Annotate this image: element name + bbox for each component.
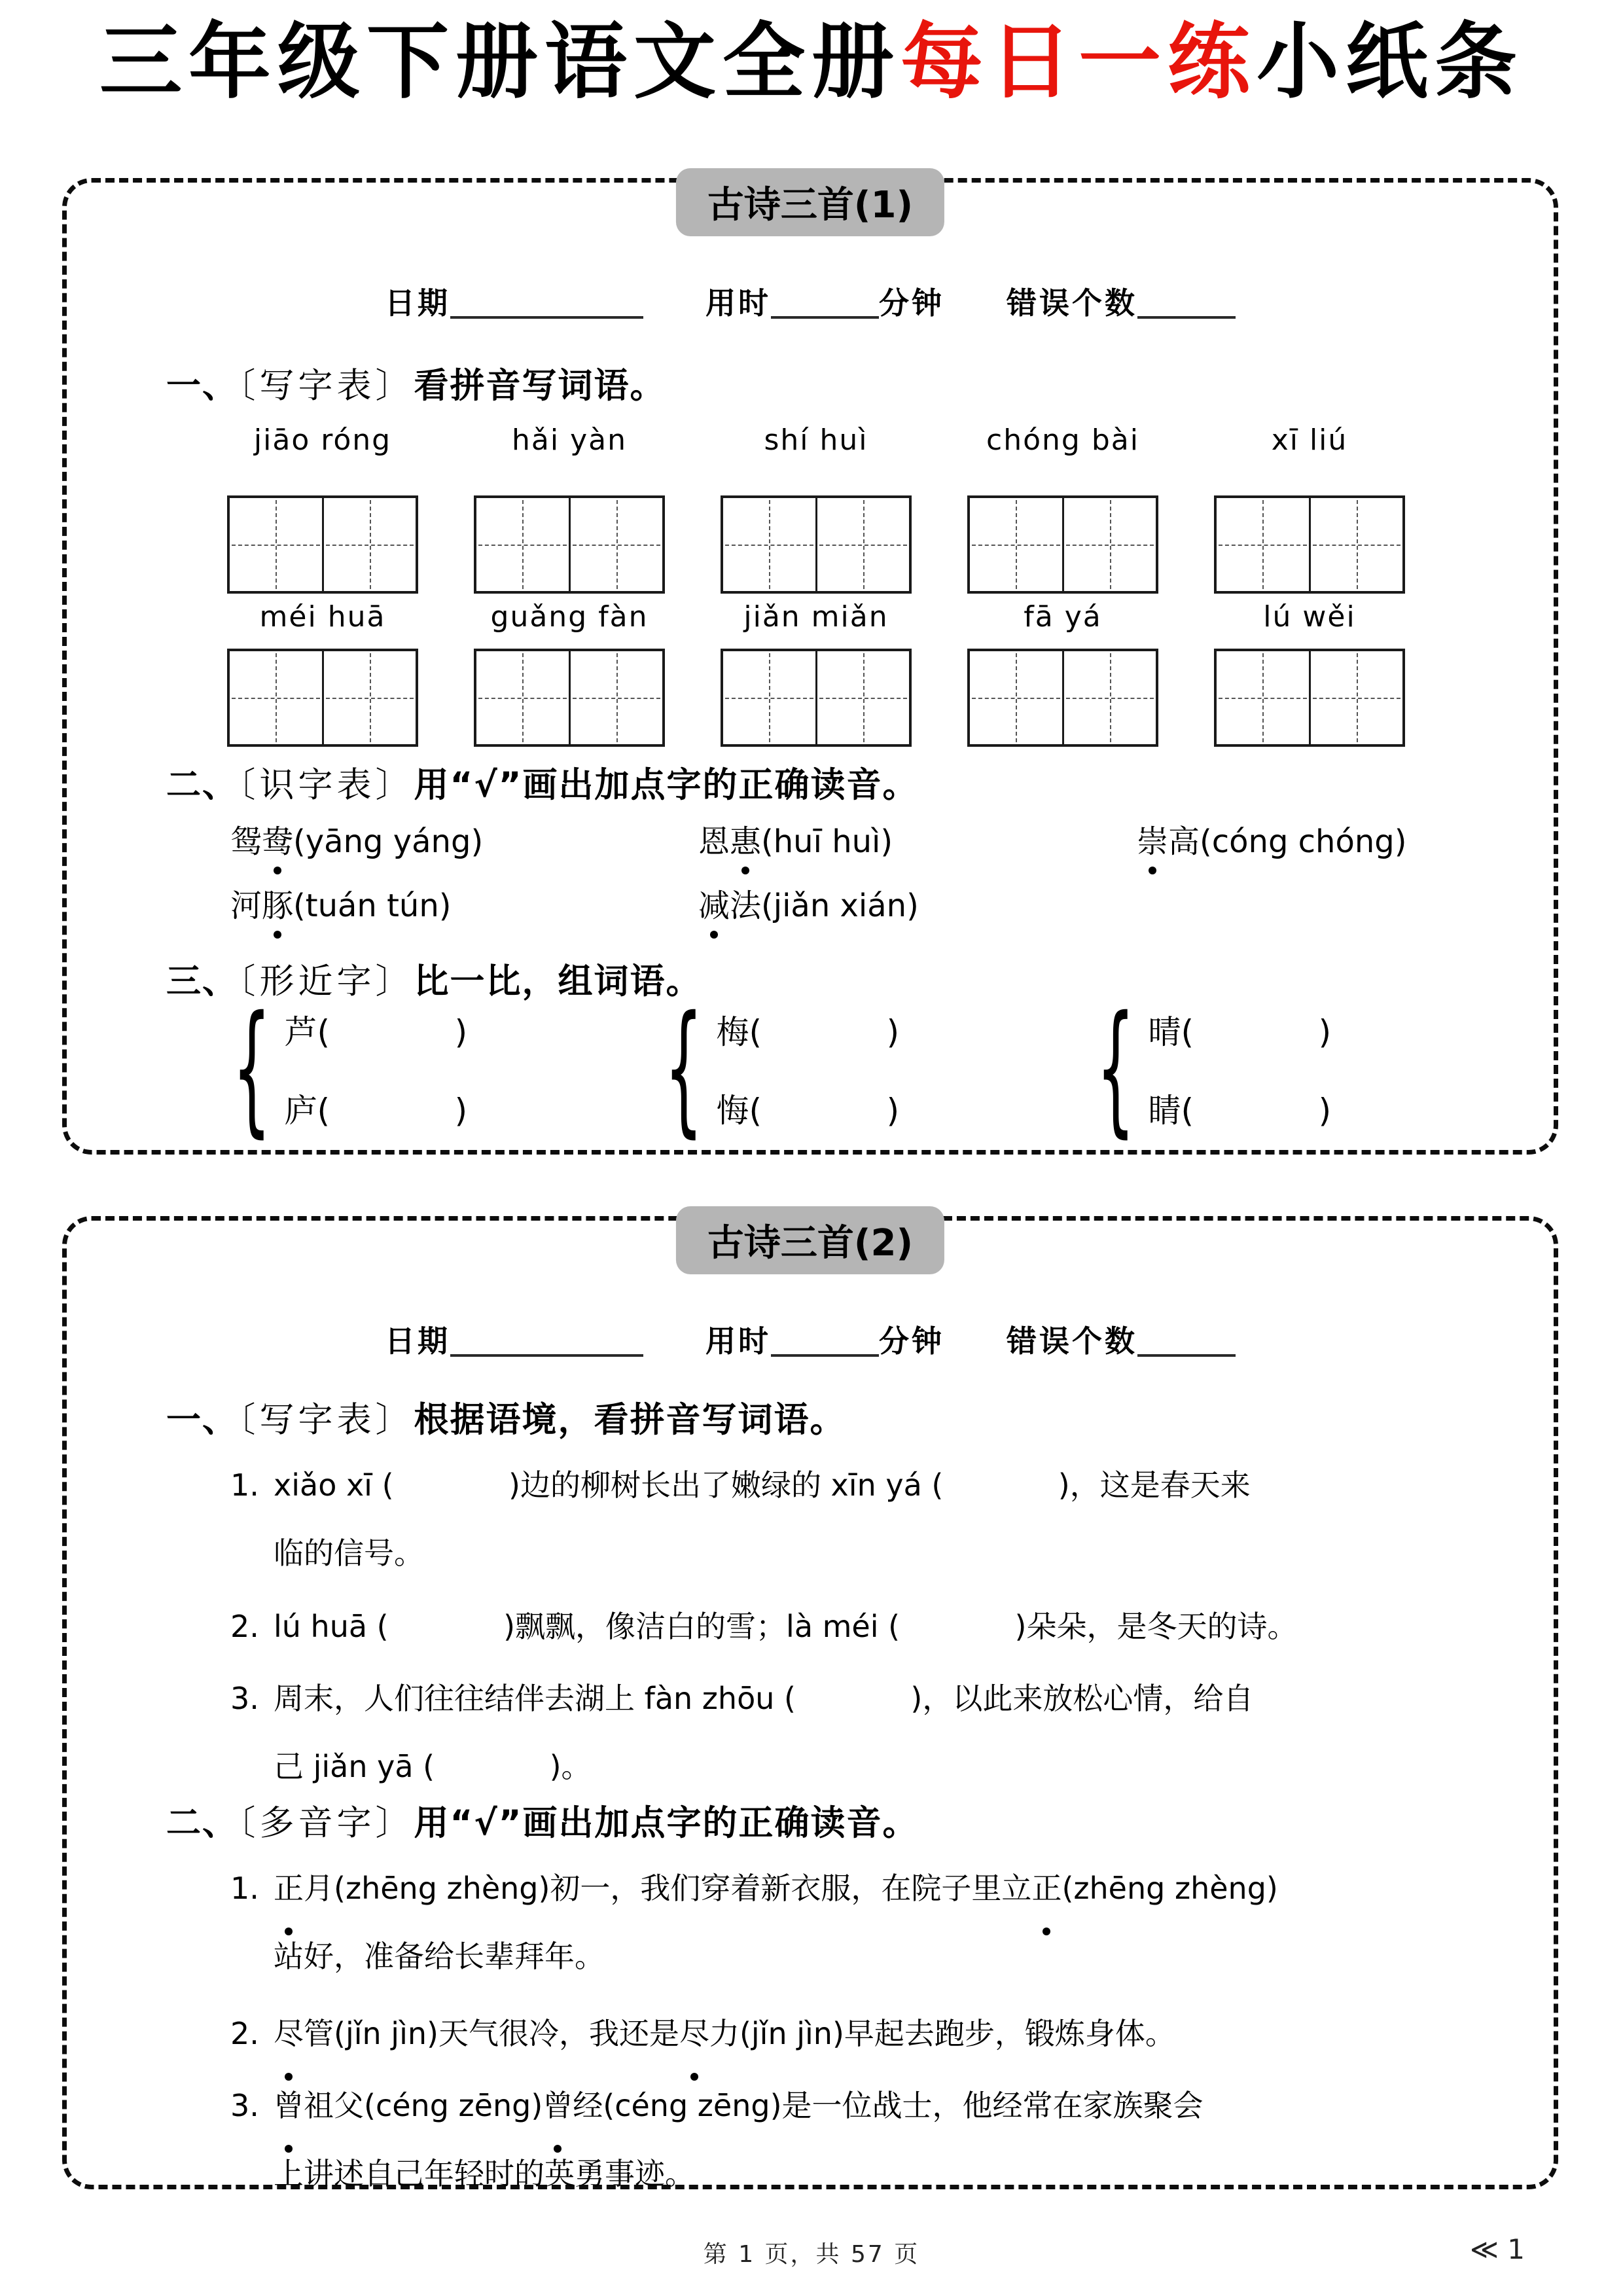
pair-column	[716, 1006, 899, 1132]
footer-page-indicator: 第 1 页，共 57 页	[703, 2241, 920, 2268]
item-line	[274, 2072, 1482, 2140]
dotted-char: 惠	[730, 816, 761, 861]
text-segment: 高	[1168, 823, 1200, 860]
writing-grid	[721, 649, 912, 747]
section-number: 三、	[166, 961, 238, 1001]
item-body	[274, 2000, 1482, 2068]
errors-blank-line	[1137, 316, 1236, 319]
pinyin-word: chóng bài	[986, 423, 1139, 457]
compare-pairs-row	[221, 986, 1475, 1152]
pair-word-blank	[1148, 1085, 1331, 1132]
section-title: 用“√”画出加点字的正确读音。	[414, 1803, 919, 1843]
section-tag: 〔写字表〕	[238, 366, 414, 406]
dotted-char: 曾	[543, 2072, 573, 2140]
card1-title-chip: 古诗三首(1)	[676, 168, 944, 236]
pronunciation-item	[230, 880, 698, 925]
grid-cell	[1309, 498, 1403, 591]
page-title	[0, 14, 1623, 110]
grid-cell	[230, 498, 322, 591]
pinyin-row-2	[227, 600, 1405, 634]
text-segment: (zhēng zhèng)	[1061, 1871, 1278, 1906]
minutes-label: 分钟	[879, 285, 944, 321]
item-number: 2.	[230, 2016, 259, 2051]
card1-meta-line	[67, 279, 1554, 323]
writing-grid	[474, 495, 665, 594]
pinyin-word: hǎi yàn	[512, 423, 627, 457]
writing-grid-row-1	[227, 495, 1405, 594]
item-number: 2.	[230, 1609, 259, 1644]
answer-blank: ( )	[1181, 1092, 1332, 1130]
pair-word-blank	[1148, 1006, 1331, 1053]
text-segment: 河	[230, 888, 262, 924]
item-body	[274, 2072, 1482, 2208]
errors-label: 错误个数	[1007, 285, 1137, 321]
pair-word-blank	[284, 1006, 467, 1053]
fill-blank-item-2	[230, 1592, 1482, 1660]
brace-glyph: {	[664, 986, 704, 1152]
card2-section2-header	[166, 1795, 919, 1845]
section-tag: 〔形近字〕	[238, 961, 414, 1001]
section-number: 一、	[166, 1400, 238, 1440]
item-line: xiǎo xī ( )边的柳树长出了嫩绿的 xīn yá ( )，这是春天来	[274, 1467, 1251, 1503]
writing-grid	[474, 649, 665, 747]
grid-cell	[815, 651, 910, 744]
errors-blank-line	[1137, 1354, 1236, 1357]
pronunciation-row-1	[230, 816, 1475, 861]
writing-grid	[967, 495, 1158, 594]
answer-blank: ( )	[317, 1013, 468, 1051]
pair-word-blank	[284, 1085, 467, 1132]
title-black-right: 小纸条	[1257, 14, 1524, 110]
time-label: 用时	[705, 285, 771, 321]
section-number: 二、	[166, 1803, 238, 1843]
date-blank-line	[450, 1354, 643, 1357]
text-segment: 祖父(céng zēng)	[304, 2088, 543, 2123]
item-line	[274, 2140, 1482, 2208]
dotted-char: 尽	[679, 2000, 709, 2068]
dotted-char: 鸯	[262, 816, 293, 861]
grid-cell	[569, 498, 663, 591]
date-label: 日期	[385, 285, 450, 321]
grid-cell	[322, 651, 416, 744]
title-black-left: 三年级下册语文全册	[99, 14, 901, 110]
dotted-char: 正	[1031, 1854, 1061, 1922]
errors-label: 错误个数	[1007, 1323, 1137, 1359]
time-label: 用时	[705, 1323, 771, 1359]
pinyin-word: lú wěi	[1263, 600, 1356, 634]
item-number: 3.	[230, 1681, 259, 1716]
date-label: 日期	[385, 1323, 450, 1359]
pair-column	[1148, 1006, 1331, 1132]
pronunciation-item	[698, 880, 1137, 925]
answer-blank: ( )	[1181, 1013, 1332, 1051]
minutes-label: 分钟	[879, 1323, 944, 1359]
card1-section1-header	[166, 358, 666, 408]
pinyin-word: jiāo róng	[253, 423, 392, 457]
text-segment: 经(céng zēng)是一位战士，他经常在家族聚会	[573, 2088, 1204, 2123]
section-title: 看拼音写词语。	[414, 366, 666, 406]
text-segment: (jiǎn xián)	[761, 888, 919, 924]
pinyin-row-1	[227, 423, 1405, 457]
polyphone-item-3	[230, 2072, 1482, 2208]
polyphone-item-1	[230, 1854, 1482, 1990]
section-number: 一、	[166, 366, 238, 406]
pronunciation-row-2	[230, 880, 1475, 925]
pinyin-word: méi huā	[259, 600, 386, 634]
text-segment: (huī huì)	[761, 823, 893, 860]
section-tag: 〔写字表〕	[238, 1400, 414, 1440]
pair-word-blank	[716, 1085, 899, 1132]
pronunciation-item	[698, 816, 1137, 861]
card1-section2-header	[166, 757, 919, 807]
pair-column	[284, 1006, 467, 1132]
fill-blank-item-1	[230, 1451, 1482, 1587]
writing-grid-row-2	[227, 649, 1405, 747]
pair-char: 梅	[716, 1013, 749, 1051]
item-line: 临的信号。	[274, 1535, 424, 1571]
grid-cell	[1217, 498, 1309, 591]
card-gushi-sanshou-1	[62, 178, 1558, 1155]
writing-grid	[1214, 649, 1405, 747]
grid-cell	[970, 498, 1062, 591]
card2-title-chip: 古诗三首(2)	[676, 1206, 944, 1274]
pinyin-word: guǎng fàn	[490, 600, 649, 634]
section-title: 比一比，组词语。	[414, 961, 702, 1001]
pair-char: 芦	[284, 1013, 317, 1051]
text-segment: 上讲述自己年轻时的英勇事迹。	[274, 2156, 695, 2191]
writing-grid	[227, 495, 418, 594]
grid-cell	[970, 651, 1062, 744]
grid-cell	[1062, 651, 1156, 744]
grid-cell	[1309, 651, 1403, 744]
grid-cell	[569, 651, 663, 744]
time-blank-line	[771, 1354, 879, 1357]
dotted-char: 尽	[274, 2000, 304, 2068]
item-line	[274, 1854, 1482, 1922]
card-gushi-sanshou-2	[62, 1216, 1558, 2189]
pronunciation-item	[1137, 816, 1475, 861]
grid-cell	[723, 498, 815, 591]
dotted-char: 崇	[1137, 816, 1168, 861]
grid-cell	[476, 651, 569, 744]
pair-word-blank	[716, 1006, 899, 1053]
item-number: 1.	[230, 1871, 259, 1906]
item-body	[274, 1592, 1482, 1660]
card2-meta-line	[67, 1318, 1554, 1361]
writing-grid	[1214, 495, 1405, 594]
grid-cell	[322, 498, 416, 591]
brace-glyph: {	[1096, 986, 1135, 1152]
grid-cell	[815, 498, 910, 591]
answer-blank: ( )	[749, 1013, 900, 1051]
pronunciation-item	[230, 816, 698, 861]
pair-char: 庐	[284, 1092, 317, 1130]
grid-cell	[1062, 498, 1156, 591]
text-segment: 鸳	[230, 823, 262, 860]
item-line: lú huā ( )飘飘，像洁白的雪；là méi ( )朵朵，是冬天的诗。	[274, 1609, 1298, 1644]
text-segment: 月(zhēng zhèng)初一，我们穿着新衣服，在院子里立	[304, 1871, 1032, 1906]
pinyin-word: shí huì	[764, 423, 868, 457]
item-line	[274, 2000, 1482, 2068]
compare-pair	[221, 986, 652, 1152]
pinyin-word: xī liú	[1271, 423, 1348, 457]
section-number: 二、	[166, 765, 238, 805]
answer-blank: ( )	[317, 1092, 468, 1130]
pair-char: 睛	[1148, 1092, 1181, 1130]
grid-cell	[476, 498, 569, 591]
pinyin-word: jiǎn miǎn	[743, 600, 889, 634]
pinyin-word: fā yá	[1024, 600, 1102, 634]
text-segment: 恩	[698, 823, 730, 860]
section-tag: 〔识字表〕	[238, 765, 414, 805]
section-tag: 〔多音字〕	[238, 1803, 414, 1843]
text-segment: (cóng chóng)	[1200, 823, 1407, 860]
dotted-char: 减	[698, 880, 730, 925]
text-segment: 管(jǐn jìn)天气很冷，我还是	[304, 2016, 679, 2051]
text-segment: 法	[730, 888, 762, 924]
dotted-char: 正	[274, 1854, 304, 1922]
item-body	[274, 1451, 1482, 1587]
text-segment: 力(jǐn jìn)早起去跑步，锻炼身体。	[709, 2016, 1175, 2051]
compare-pair	[652, 986, 1084, 1152]
writing-grid	[227, 649, 418, 747]
section-title: 用“√”画出加点字的正确读音。	[414, 765, 919, 805]
card2-section1-header	[166, 1392, 846, 1442]
dotted-char: 曾	[274, 2072, 304, 2140]
time-blank-line	[771, 316, 879, 319]
item-number: 1.	[230, 1467, 259, 1503]
writing-grid	[967, 649, 1158, 747]
pair-char: 悔	[716, 1092, 749, 1130]
polyphone-item-2	[230, 2000, 1482, 2068]
text-segment: (tuán tún)	[293, 888, 452, 924]
pronunciation-item	[1137, 880, 1475, 925]
title-red-highlight: 每日一练	[901, 14, 1257, 110]
section-title: 根据语境，看拼音写词语。	[414, 1400, 846, 1440]
grid-cell	[230, 651, 322, 744]
item-line: 周末，人们往往结伴去湖上 fàn zhōu ( )，以此来放松心情，给自	[274, 1681, 1254, 1716]
grid-cell	[1217, 651, 1309, 744]
writing-grid	[721, 495, 912, 594]
text-segment: 站好，准备给长辈拜年。	[274, 1939, 605, 1974]
dotted-char: 豚	[262, 880, 293, 925]
footer-page-number: ≪ 1	[1469, 2233, 1525, 2265]
item-body	[274, 1664, 1482, 1801]
pair-char: 晴	[1148, 1013, 1181, 1051]
date-blank-line	[450, 316, 643, 319]
grid-cell	[723, 651, 815, 744]
item-body	[274, 1854, 1482, 1990]
answer-blank: ( )	[749, 1092, 900, 1130]
fill-blank-item-3	[230, 1664, 1482, 1801]
brace-glyph: {	[232, 986, 272, 1152]
text-segment: (yāng yáng)	[293, 823, 484, 860]
item-line	[274, 1922, 1482, 1990]
item-number: 3.	[230, 2088, 259, 2123]
item-line: 己 jiǎn yā ( )。	[274, 1749, 592, 1784]
compare-pair	[1084, 986, 1475, 1152]
